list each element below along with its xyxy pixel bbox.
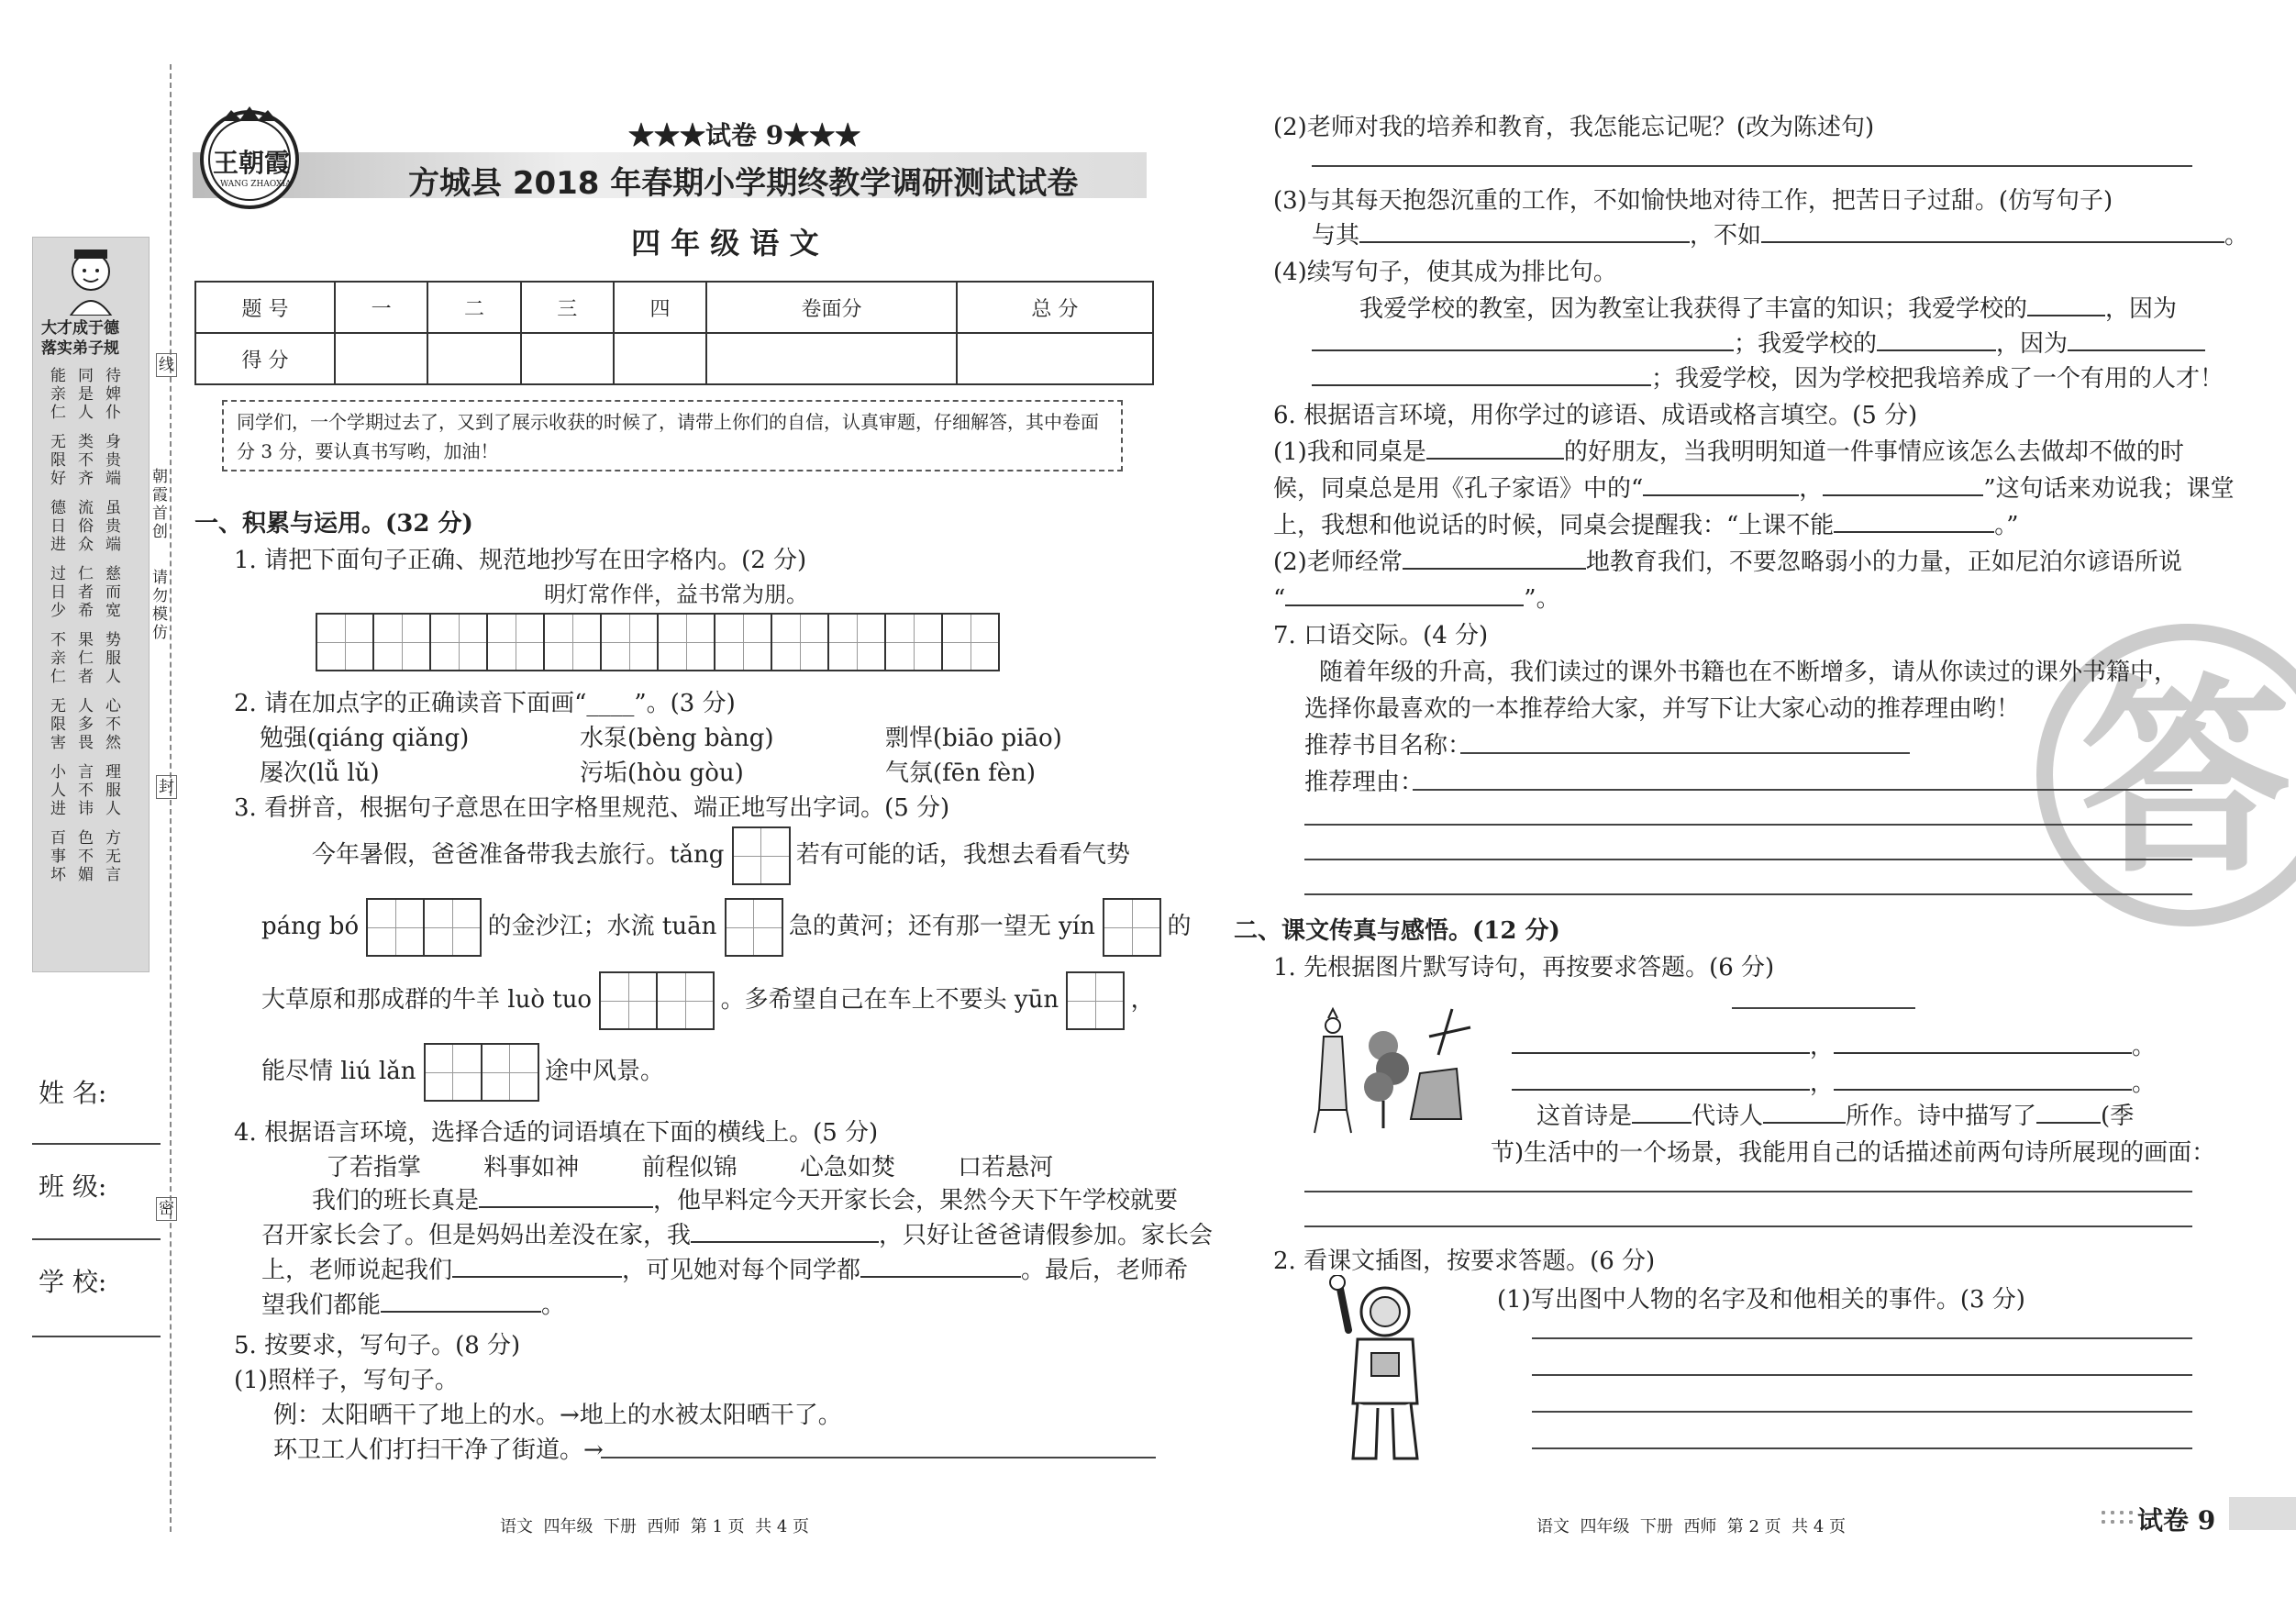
sidebar-verse-column: 无限害 — [50, 697, 66, 752]
answer-blank[interactable] — [691, 1219, 879, 1243]
punct: 。 — [2132, 1070, 2157, 1097]
q5-1-prompt: (1)照样子，写句子。 — [234, 1367, 459, 1394]
corner-dots-icon — [2099, 1508, 2135, 1526]
corner-label: 试卷 9 — [2137, 1505, 2216, 1536]
answer-blank[interactable] — [1877, 327, 1996, 351]
q3-line4 — [261, 1042, 664, 1102]
s2-text: (季 — [2101, 1103, 2135, 1130]
tian-grid-cell[interactable] — [725, 898, 783, 957]
score-header-cell: 总 分 — [957, 282, 1153, 333]
q6-text: (2)老师经常 — [1273, 549, 1403, 576]
sidebar-verse-column: 过日少 — [50, 565, 66, 620]
q1-prompt: 1. 请把下面句子正确、规范地抄写在田字格内。(2 分) — [234, 547, 807, 574]
sidebar-verse-row — [50, 763, 142, 818]
q5-4-line2 — [1312, 325, 2205, 359]
sidebar-verse-column: 小人进 — [50, 763, 66, 818]
paper-label: ★★★试卷 9★★★ — [628, 120, 861, 150]
answer-blank[interactable] — [1632, 1100, 1691, 1124]
tian-grid-cell[interactable] — [771, 613, 829, 671]
sidebar-columns — [50, 367, 142, 895]
left-footer: 语文 四年级 下册 西师 第 1 页 共 4 页 — [500, 1517, 810, 1536]
punct: ， — [1810, 1033, 1835, 1060]
sidebar-verse-row — [50, 565, 142, 620]
answer-blank[interactable] — [1512, 1030, 1810, 1054]
sidebar-verse-column: 心不然 — [105, 697, 121, 752]
answer-blank[interactable] — [381, 1289, 541, 1313]
q4-word: 心急如焚 — [799, 1154, 895, 1181]
q6-1-line1 — [1273, 433, 2184, 467]
q5-3-prompt: (3)与其每天抱怨沉重的工作，不如愉快地对待工作，把苦日子过甜。(仿写句子) — [1273, 187, 2113, 215]
q4-text: ，他早料定今天开家长会，果然今天下午学校就要 — [653, 1187, 1179, 1214]
tian-grid-cell[interactable] — [316, 613, 374, 671]
tian-grid-cell[interactable] — [827, 613, 886, 671]
answer-blank[interactable] — [860, 1254, 1021, 1278]
sidebar-verse-column: 方无言 — [105, 829, 121, 884]
sidebar-verse-column: 身贵端 — [105, 433, 121, 488]
q6-prompt: 6. 根据语言环境，用你学过的谚语、成语或格言填空。(5 分) — [1273, 402, 1918, 429]
answer-blank[interactable] — [2027, 293, 2105, 316]
answer-blank[interactable] — [1834, 1067, 2132, 1091]
q4-text: ，可见她对每个同学都 — [622, 1257, 861, 1284]
tian-grid-cell[interactable] — [429, 613, 488, 671]
sidebar-verse-row — [50, 433, 142, 488]
q5-4-text: ；我爱学校的 — [1734, 330, 1878, 358]
q3-text: 今年暑假，爸爸准备带我去旅行。tǎng — [312, 841, 725, 869]
right-footer: 语文 四年级 下册 西师 第 2 页 共 4 页 — [1536, 1517, 1847, 1536]
q3-text: 能尽情 liú lǎn — [261, 1058, 416, 1085]
sidebar-verse-column: 果仁者 — [78, 631, 94, 686]
q3-text: 若有可能的话，我想去看看气势 — [795, 841, 1130, 869]
q2-item[interactable]: 勉强(qiáng qiǎng) — [260, 725, 470, 752]
q3-line3 — [261, 970, 1155, 1030]
sidebar-verse-column: 无限好 — [50, 433, 66, 488]
tian-grid-cell[interactable] — [656, 971, 715, 1030]
q4-para — [261, 1183, 1214, 1323]
intro-box — [222, 400, 1123, 471]
sidebar-verse-column: 虽贵端 — [105, 499, 121, 554]
sidebar-verse-column: 流俗众 — [78, 499, 94, 554]
answer-blank[interactable] — [2068, 327, 2205, 351]
sidebar-motto-top: 大才成于德 — [41, 319, 119, 338]
q2-item[interactable]: 气氛(fēn fèn) — [885, 760, 1037, 787]
cartoon-scholar-icon — [50, 240, 131, 316]
astronaut-illustration — [1321, 1275, 1440, 1468]
sidebar-verse-column: 慈而宽 — [105, 565, 121, 620]
sidebar-verse-row — [50, 499, 142, 554]
q6-2-line2 — [1273, 580, 1560, 614]
q6-text: 。” — [1994, 512, 2019, 539]
poem-illustration — [1301, 1000, 1484, 1137]
answer-blank[interactable] — [1403, 546, 1586, 570]
tian-grid-cell[interactable] — [543, 613, 602, 671]
tian-grid-cell[interactable] — [657, 613, 715, 671]
tian-grid-cell[interactable] — [600, 613, 659, 671]
q4-word: 前程似锦 — [641, 1154, 738, 1181]
name-label: 姓 名: — [39, 1078, 107, 1108]
q6-text: ， — [1799, 475, 1824, 503]
q3-text: ， — [1130, 986, 1155, 1014]
sidebar-verse-column: 势服人 — [105, 631, 121, 686]
q6-text: (1)我和同桌是 — [1273, 438, 1426, 466]
corner-tab — [2229, 1497, 2296, 1530]
q4-text: 。 — [541, 1292, 566, 1319]
section1-title: 一、积累与运用。(32 分) — [194, 510, 473, 538]
answer-blank[interactable] — [1834, 1030, 2132, 1054]
class-label: 班 级: — [39, 1171, 107, 1202]
poem-info-line — [1536, 1097, 2134, 1131]
answer-blank[interactable] — [1426, 436, 1564, 460]
section2-title: 二、课文传真与感悟。(12 分) — [1234, 917, 1560, 945]
q5-4-text: ；我爱学校，因为学校把我培养成了一个有用的人才！ — [1651, 365, 2224, 393]
vertical-note-1: 朝霞首创 — [152, 468, 168, 541]
answer-blank[interactable] — [2036, 1100, 2101, 1124]
q6-text: ”。 — [1524, 585, 1560, 613]
sidebar-verse-row — [50, 697, 142, 752]
q2-prompt: 2. 请在加点字的正确读音下面画“____”。(3 分) — [234, 690, 736, 717]
score-input-cell[interactable] — [957, 333, 1153, 384]
tian-grid-cell[interactable] — [941, 613, 1000, 671]
q7-para1: 随着年级的升高，我们读过的课外书籍也在不断增多，请从你读过的课外书籍中， — [1319, 659, 2179, 686]
sidebar-verse-column: 人多畏 — [78, 697, 94, 752]
q2-item[interactable]: 污垢(hòu gòu) — [580, 760, 744, 787]
answer-blank[interactable] — [1834, 509, 1994, 533]
tian-grid-cell[interactable] — [424, 1043, 482, 1102]
class-field[interactable] — [32, 1238, 161, 1240]
answer-blank[interactable] — [1312, 327, 1734, 351]
q7-reason-line[interactable] — [1304, 859, 2192, 860]
sidebar-verse-column: 仁者希 — [78, 565, 94, 620]
score-header-cell: 二 — [427, 282, 520, 333]
q6-1-line2 — [1273, 470, 2235, 504]
score-input-cell[interactable] — [614, 333, 706, 384]
poem-line-1 — [1512, 1027, 2156, 1061]
school-label: 学 校: — [39, 1267, 107, 1297]
q7-reason-label: 推荐理由： — [1304, 769, 1425, 796]
q7-reason-line[interactable] — [1304, 893, 2192, 895]
q7-book-field[interactable] — [1460, 752, 1910, 754]
sidebar-verse-column: 色不媚 — [78, 829, 94, 884]
q4-text: ，只好让爸爸请假参加。家长会 — [879, 1222, 1214, 1249]
tian-grid-cell[interactable] — [366, 898, 425, 957]
answer-line[interactable] — [1312, 165, 2192, 167]
seal-char-seal: 封 — [156, 775, 177, 799]
q5-2-prompt: (2)老师对我的培养和教育，我怎能忘记呢？(改为陈述句) — [1273, 114, 1875, 141]
answer-line[interactable] — [1532, 1374, 2192, 1376]
s2-text: 所作。诗中描写了 — [1846, 1103, 2037, 1130]
q4-words — [326, 1148, 1053, 1182]
score-header-cell: 卷面分 — [706, 282, 957, 333]
tian-grid-cell[interactable] — [372, 613, 431, 671]
q4-text: 上，老师说起我们 — [261, 1257, 453, 1284]
q3-prompt: 3. 看拼音，根据句子意思在田字格里规范、端正地写出字词。(5 分) — [234, 794, 950, 822]
score-input-cell[interactable] — [335, 333, 427, 384]
vertical-note-2: 请勿模仿 — [152, 569, 168, 642]
q7-prompt: 7. 口语交际。(4 分) — [1273, 622, 1489, 649]
q4-prompt: 4. 根据语言环境，选择合适的词语填在下面的横线上。(5 分) — [234, 1119, 879, 1147]
q2-item[interactable]: 水泵(bèng bàng) — [580, 725, 774, 752]
q7-para2: 选择你最喜欢的一本推荐给大家，并写下让大家心动的推荐理由哟！ — [1304, 695, 2021, 723]
q5-1-example: 例：太阳晒干了地上的水。→地上的水被太阳晒干了。 — [273, 1402, 842, 1429]
q4-text: 。最后，老师希 — [1021, 1257, 1189, 1284]
seal-char-line: 线 — [156, 353, 177, 377]
answer-blank[interactable] — [479, 1184, 653, 1208]
q5-3-text: ，不如 — [1690, 222, 1762, 250]
sidebar-verse-column: 百事坏 — [50, 829, 66, 884]
q6-text: 候，同桌总是用《孔子家语》中的“ — [1273, 475, 1644, 503]
subject-title: 四 年 级 语 文 — [631, 226, 819, 261]
tian-grid-cell[interactable] — [486, 613, 545, 671]
q3-text: 的金沙江；水流 tuān — [487, 913, 717, 940]
q6-text: 地教育我们，不要忽略弱小的力量，正如尼泊尔谚语所说 — [1585, 549, 2182, 576]
score-header-cell: 四 — [614, 282, 706, 333]
watermark-text: 答 — [2080, 654, 2292, 902]
sidebar-verse-row — [50, 631, 142, 686]
exam-title: 方城县 2018 年春期小学期终教学调研测试试卷 — [408, 165, 1079, 202]
q1-grid[interactable] — [316, 613, 998, 678]
sidebar-verse-row — [50, 829, 142, 884]
answer-blank[interactable] — [1763, 1100, 1846, 1124]
q6-text: 上，我想和他说话的时候，同桌会提醒我：“上课不能 — [1273, 512, 1835, 539]
sidebar-verse-column: 不亲仁 — [50, 631, 66, 686]
poem-line-2 — [1512, 1064, 2156, 1098]
brand-logo-sub: WANG ZHAOXIA — [220, 180, 292, 189]
q2-item[interactable]: 剽悍(biāo piāo) — [885, 725, 1062, 752]
q7-reason-line[interactable] — [1304, 824, 2192, 826]
q4-text: 望我们都能 — [261, 1292, 382, 1319]
q6-text: ”这句话来劝说我；课堂 — [1983, 475, 2235, 503]
q6-text: 的好朋友，当我明明知道一件事情应该怎么去做却不做的时 — [1563, 438, 2184, 466]
poem-info-line-2: 节)生活中的一个场景，我能用自己的话描述前两句诗所展现的画面： — [1491, 1139, 2216, 1167]
answer-blank[interactable] — [1512, 1067, 1810, 1091]
q5-1-task: 环卫工人们打扫干净了街道。→ — [273, 1436, 604, 1464]
tian-grid-cell[interactable] — [1103, 898, 1161, 957]
tian-grid-cell[interactable] — [423, 898, 482, 957]
sidebar-verse-column: 待婢仆 — [105, 367, 121, 422]
q3-line2 — [261, 897, 1191, 957]
q4-text: 我们的班长真是 — [312, 1187, 480, 1214]
q3-text: 大草原和那成群的牛羊 luò tuo — [261, 986, 593, 1014]
score-table — [194, 281, 1154, 385]
q5-4-prompt: (4)续写句子，使其成为排比句。 — [1273, 259, 1617, 286]
tian-grid-cell[interactable] — [732, 826, 791, 885]
score-header-cell: 一 — [335, 282, 427, 333]
sidebar-verse-row — [50, 367, 142, 422]
q6-2-line1 — [1273, 543, 2182, 577]
q4-word: 了若指掌 — [326, 1154, 422, 1181]
q3-line1 — [312, 826, 1130, 885]
q3-text: páng bó — [261, 913, 360, 940]
punct: 。 — [2132, 1033, 2157, 1060]
q7-reason-line[interactable] — [1413, 789, 2192, 791]
answer-blank[interactable] — [1285, 582, 1524, 606]
q5-3-text: 。 — [2224, 222, 2249, 250]
sidebar-motto-bottom: 落实弟子规 — [41, 339, 119, 358]
q5-4-line1 — [1359, 290, 2177, 324]
answer-blank[interactable] — [1823, 472, 1983, 496]
s2-q2-prompt: 2. 看课文插图，按要求答题。(6 分) — [1273, 1248, 1656, 1275]
q3-text: 。多希望自己在车上不要头 yūn — [720, 986, 1059, 1014]
score-row-label: 得 分 — [195, 333, 335, 384]
sidebar-verse-column: 类不齐 — [78, 433, 94, 488]
answer-line[interactable] — [1304, 1191, 2192, 1192]
q7-book-label: 推荐书目名称： — [1304, 732, 1472, 760]
answer-line[interactable] — [1532, 1411, 2192, 1413]
answer-line[interactable] — [1532, 1447, 2192, 1449]
q5-1-answer-line[interactable] — [601, 1457, 1156, 1458]
school-field[interactable] — [32, 1336, 161, 1337]
tian-grid-cell[interactable] — [714, 613, 772, 671]
answer-blank[interactable] — [452, 1254, 622, 1278]
s2-q2-1-prompt: (1)写出图中人物的名字及和他相关的事件。(3 分) — [1497, 1286, 2025, 1314]
q3-text: 途中风景。 — [545, 1058, 665, 1085]
q6-1-line3 — [1273, 506, 2019, 540]
score-input-cell[interactable] — [521, 333, 614, 384]
intro-text: 同学们，一个学期过去了，又到了展示收获的时候了，请带上你们的自信，认真审题，仔细解答，其中卷面分 3 分，要认真书写哟，加油！ — [237, 411, 1099, 462]
score-header-cell: 三 — [521, 282, 614, 333]
s2-q1-prompt: 1. 先根据图片默写诗句，再按要求答题。(6 分) — [1273, 954, 1775, 981]
q5-3-text: 与其 — [1312, 222, 1360, 250]
s2-text: 这首诗是 — [1536, 1103, 1633, 1130]
tian-grid-cell[interactable] — [481, 1043, 539, 1102]
q1-sentence: 明灯常作伴，益书常为朋。 — [544, 582, 808, 607]
q5-3-template — [1312, 216, 2248, 250]
punct: ， — [1810, 1070, 1835, 1097]
answer-blank[interactable] — [1761, 219, 2224, 243]
tian-grid-cell[interactable] — [599, 971, 658, 1030]
tian-grid-cell[interactable] — [884, 613, 943, 671]
poem-title-line[interactable] — [1732, 1007, 1915, 1009]
q4-word: 口若悬河 — [958, 1154, 1054, 1181]
sidebar-verse-column: 能亲仁 — [50, 367, 66, 422]
q2-item[interactable]: 屡次(lǚ lǔ) — [260, 760, 380, 787]
q4-word: 料事如神 — [483, 1154, 580, 1181]
tian-grid-cell[interactable] — [1066, 971, 1125, 1030]
q5-4-line3 — [1312, 360, 2224, 394]
answer-line[interactable] — [1304, 1225, 2192, 1227]
answer-blank[interactable] — [1312, 362, 1651, 386]
s2-text: 代诗人 — [1691, 1103, 1764, 1130]
name-field[interactable] — [32, 1143, 161, 1145]
brand-logo-text: 王朝霞 — [213, 148, 291, 178]
answer-line[interactable] — [1532, 1337, 2192, 1339]
sidebar-verse-column: 德日进 — [50, 499, 66, 554]
q5-4-text: ，因为 — [2105, 295, 2178, 323]
sidebar-verse-column: 理服人 — [105, 763, 121, 818]
sidebar-verse-column: 言不讳 — [78, 763, 94, 818]
answer-blank[interactable] — [1643, 472, 1799, 496]
answer-blank[interactable] — [1359, 219, 1690, 243]
q5-4-text: ，因为 — [1996, 330, 2069, 358]
q5-prompt: 5. 按要求，写句子。(8 分) — [234, 1332, 521, 1359]
score-input-cell[interactable] — [427, 333, 520, 384]
q5-4-text: 我爱学校的教室，因为教室让我获得了丰富的知识；我爱学校的 — [1359, 295, 2028, 323]
score-input-cell[interactable] — [706, 333, 957, 384]
sidebar-verse-column: 同是人 — [78, 367, 94, 422]
q3-text: 急的黄河；还有那一望无 yín — [788, 913, 1095, 940]
seal-char-secret: 密 — [156, 1197, 177, 1221]
q6-text: “ — [1273, 585, 1286, 613]
q4-text: 召开家长会了。但是妈妈出差没在家，我 — [261, 1222, 692, 1249]
q3-text: 的 — [1167, 913, 1192, 940]
score-header-cell: 题 号 — [195, 282, 335, 333]
